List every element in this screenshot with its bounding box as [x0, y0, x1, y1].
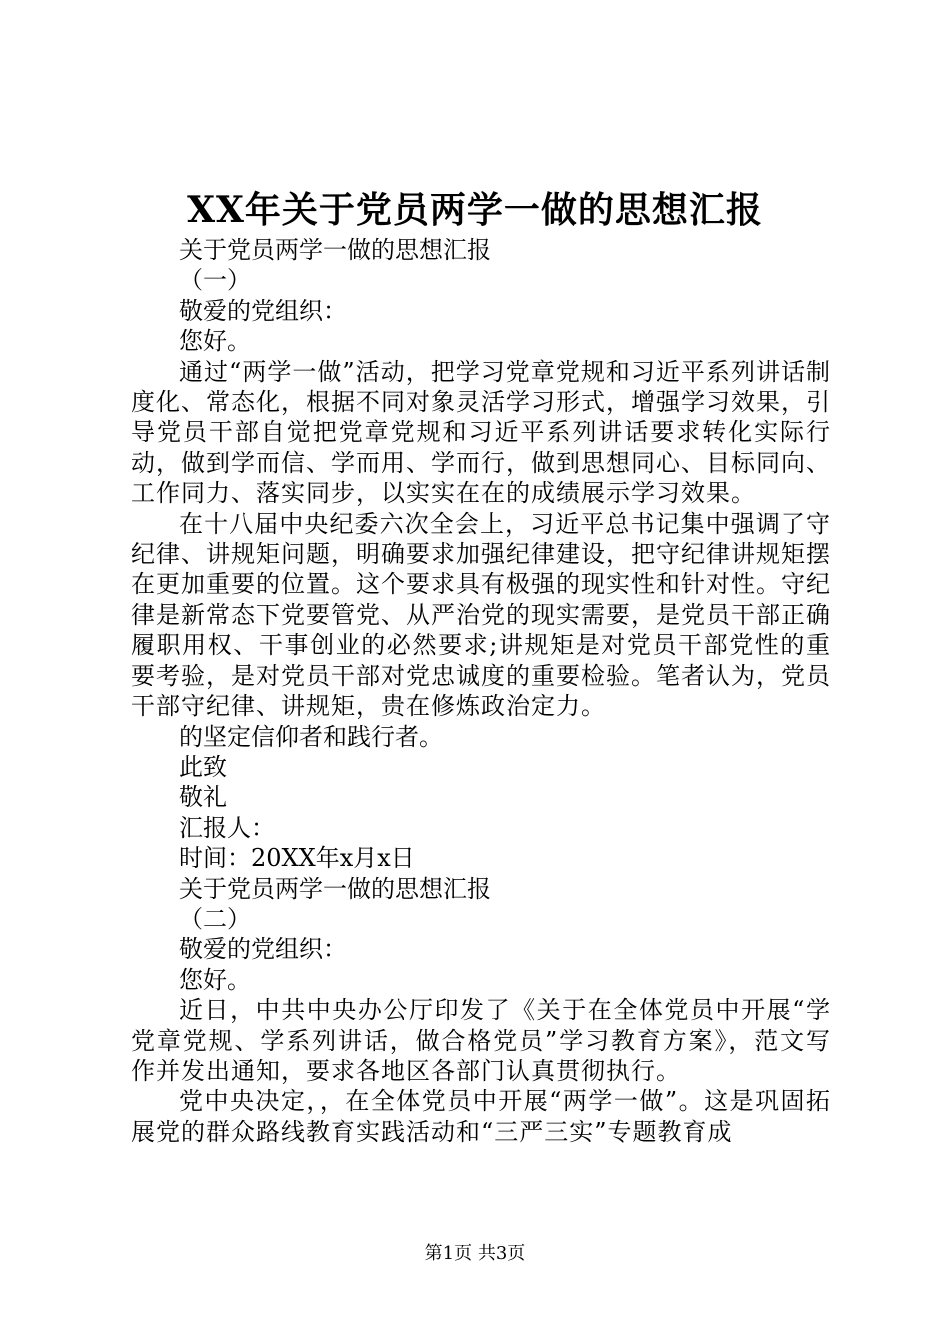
paragraph-2: 在十八届中央纪委六次全会上，习近平总书记集中强调了守纪律、讲规矩问题，明确要求加强纪律建设，把守纪律讲规矩摆在更加重要的位置。这个要求具有极强的现实性和针对性。守纪律是新常态下党要管党、从严治党的现实需要，是党员干部正确履职用权、干事创业的必然要求;讲规矩是对党员干部党性的重要考验，是对党员干部对党忠诚度的重要检验。笔者认为，党员干部守纪律、讲规矩，贵在修炼政治定力。 — [131, 509, 831, 721]
document-title: XX年关于党员两学一做的思想汇报 — [187, 189, 763, 231]
reporter-label: 汇报人： — [179, 813, 275, 842]
report-date: 时间：20XX年x月x日 — [179, 844, 415, 873]
paragraph-4: 党中央决定，，在全体党员中开展“两学一做”。这是巩固拓展党的群众路线教育实践活动和“三严三实”专题教育成 — [131, 1087, 831, 1146]
page-footer: 第1页 共3页 — [424, 1243, 526, 1264]
paragraph-3: 近日，中共中央办公厅印发了《关于在全体党员中开展“学党章党规、学系列讲话，做合格党员”学习教育方案》，范文写作并发出通知，要求各地区各部门认真贯彻执行。 — [131, 996, 831, 1085]
salutation-2: 敬爱的党组织： — [179, 935, 347, 964]
paragraph-1: 通过“两学一做”活动，把学习党章党规和习近平系列讲话制度化、常态化，根据不同对象灵活学习形式，增强学习效果，引导党员干部自觉把党章党规和习近平系列讲话要求转化实际行动，做到学而信、学而用、学而行，做到思想同心、目标同向、工作同力、落实同步，以实实在在的成绩展示学习效果。 — [131, 357, 831, 508]
section-heading-1: 关于党员两学一做的思想汇报 — [179, 236, 491, 264]
greeting-1: 您好。 — [179, 327, 251, 356]
closing-line: 的坚定信仰者和践行者。 — [179, 722, 443, 751]
greeting-2: 您好。 — [179, 965, 251, 994]
section-number-2: （二） — [179, 904, 251, 933]
section-number-1: （一） — [179, 266, 251, 295]
section-heading-2: 关于党员两学一做的思想汇报 — [179, 874, 491, 903]
salutation-1: 敬爱的党组织： — [179, 296, 347, 325]
closing-cizhi: 此致 — [179, 752, 227, 781]
document-body — [131, 235, 831, 1147]
closing-jingli: 敬礼 — [179, 783, 227, 812]
